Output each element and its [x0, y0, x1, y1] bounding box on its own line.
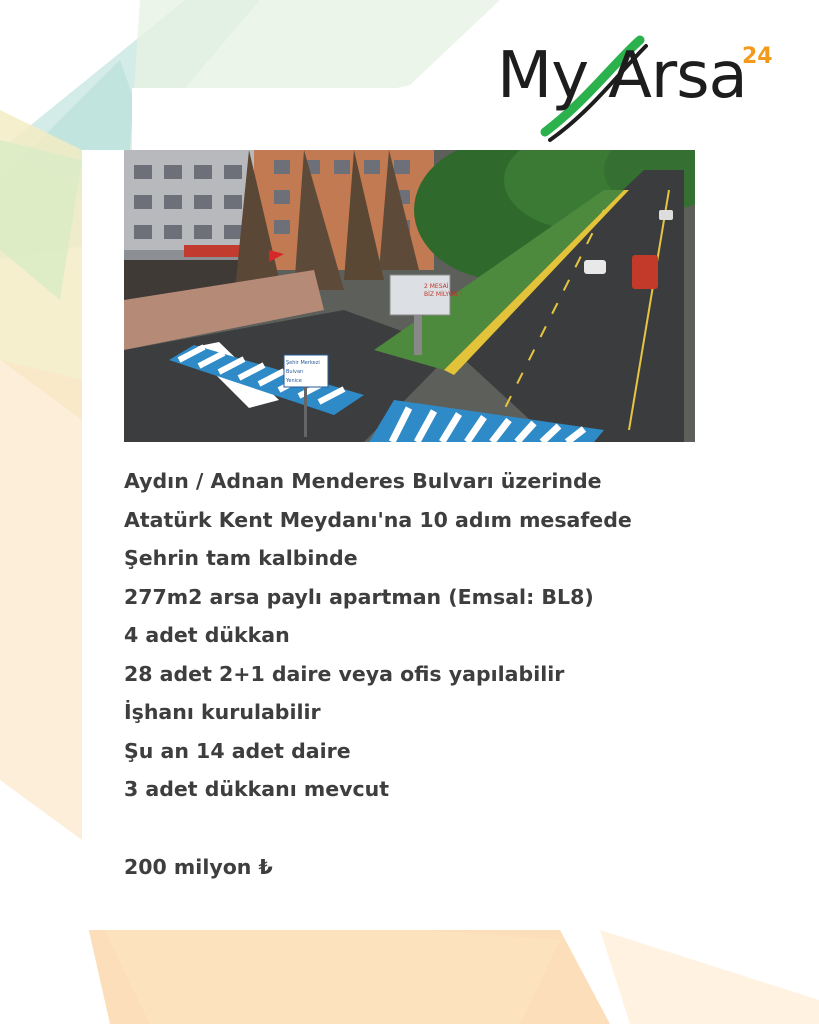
street-photo	[124, 150, 695, 442]
listing-price: 200 milyon ₺	[124, 855, 273, 879]
listing-line-land-share: 277m2 arsa paylı apartman (Emsal: BL8)	[124, 584, 594, 609]
signpost-line-2: Bulvarı	[286, 369, 304, 375]
listing-line-units: 28 adet 2+1 daire veya ofis yapılabilir	[124, 661, 565, 686]
street-photo-illustration	[124, 150, 695, 442]
signpost-line-1: Şehir Merkezi	[286, 360, 320, 366]
listing-line-center: Şehrin tam kalbinde	[124, 546, 358, 570]
logo-superscript: 24	[742, 44, 773, 69]
logo-text-my: My	[497, 39, 589, 113]
listing-line-current-shops: 3 adet dükkanı mevcut	[124, 777, 390, 801]
listing-description	[124, 462, 724, 809]
listing-line-current-flats: Şu an 14 adet daire	[124, 738, 351, 763]
listing-line-shops: 4 adet dükkan	[124, 623, 290, 647]
listing-line-business-center: İşhanı kurulabilir	[124, 700, 321, 724]
listing-line-location: Aydın / Adnan Menderes Bulvarı üzerinde	[124, 469, 602, 493]
listing-line-distance: Atatürk Kent Meydanı'na 10 adım mesafede	[124, 507, 632, 532]
logo-text-arsa: Arsa	[608, 39, 747, 113]
billboard-line-1: 2 MESAİ	[424, 283, 449, 290]
billboard-line-2: BİZ MİLYON !	[424, 291, 463, 298]
signpost-line-3: Yenice	[286, 378, 302, 384]
